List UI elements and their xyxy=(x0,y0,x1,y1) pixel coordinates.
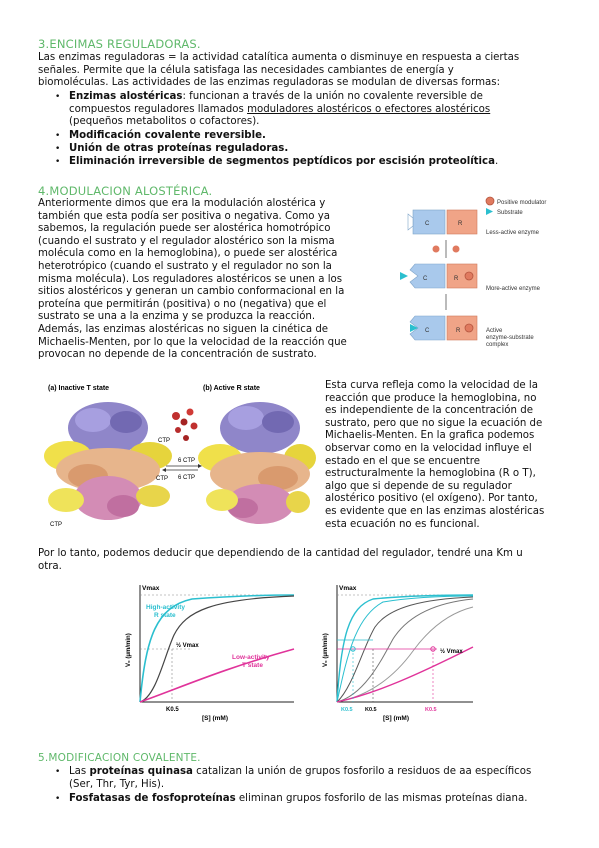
bound-modulator-icon xyxy=(465,324,473,332)
r-label: R xyxy=(454,276,459,282)
text-line: esta ecuación no es funcional. xyxy=(325,518,480,530)
text-line: Por lo tanto, podemos deducir que dependiendo de la cantidad del regulador, tendré una Km u xyxy=(38,548,523,559)
text-line: provocan no depende de la concentración de sustrato. xyxy=(38,349,317,361)
c-label: C xyxy=(425,221,430,227)
k05-label: K0.5 xyxy=(425,707,437,713)
bullet-icon: • xyxy=(55,794,61,804)
text-line: alostérico positivo (el oxígeno). Por tanto, xyxy=(325,493,538,505)
text-line: observar como en la velocidad influye el xyxy=(325,442,532,454)
enzyme-modulation-diagram xyxy=(398,192,568,352)
half-vmax-label: ½ Vmax xyxy=(440,649,463,655)
graph-multiple-k05 xyxy=(313,577,478,733)
underlined-term: moduladores alostéricos o efectores alostéricos xyxy=(247,103,491,115)
inactive-t-state-label: (a) Inactive T state xyxy=(48,385,110,392)
c-label: C xyxy=(425,328,430,334)
bullet-icon: • xyxy=(55,131,61,141)
r-state-label: R state xyxy=(154,612,176,619)
enzyme-c-subunit xyxy=(410,264,445,288)
r-state-protein xyxy=(198,402,316,524)
bullet-allosteric xyxy=(55,91,565,129)
text: compuestos reguladores llamados xyxy=(69,103,248,115)
bullet-icon: • xyxy=(55,92,61,102)
text: : funcionan a través de la unión no covalente reversible de xyxy=(182,91,483,102)
bullet-proteolytic xyxy=(55,156,565,169)
text-line: también que esta podía ser positiva o negativa. Como ya xyxy=(38,210,331,222)
ctp-label: CTP xyxy=(50,522,62,528)
bullet-kinases xyxy=(55,766,565,792)
bullet-icon: • xyxy=(55,144,61,154)
text-line: Michaelis-Menten. En la grafica podemos xyxy=(325,430,535,442)
text-line: reacción que produce la hemoglobina, no xyxy=(325,392,537,404)
substrate-icon xyxy=(400,272,408,280)
t-state-label: T state xyxy=(242,662,263,669)
vmax-label: Vmax xyxy=(339,585,357,592)
section-5-title: 5.MODIFICACION COVALENTE. xyxy=(38,752,201,764)
bound-modulator-icon xyxy=(465,272,473,280)
text: eliminan grupos fosforilo de las mismas proteínas diana. xyxy=(235,793,528,804)
more-active-label: More-active enzyme xyxy=(486,286,541,292)
section-3-title: 3.ENCIMAS REGULADORAS. xyxy=(38,37,201,51)
text: catalizan la unión de grupos fosforilo a residuos de aa específicos xyxy=(192,766,532,777)
active-label: enzyme-substrate xyxy=(486,335,534,341)
ctp-molecules-icon xyxy=(172,409,198,442)
bold-term: Unión de otras proteínas reguladoras. xyxy=(69,143,289,154)
six-ctp-label: 6 CTP xyxy=(178,475,196,481)
bullet-icon: • xyxy=(55,157,61,167)
text-line: proteína que permitirán (positiva) o no (negativa) que el xyxy=(38,298,327,310)
legend-substrate: Substrate xyxy=(497,210,523,216)
text: Las xyxy=(69,766,90,777)
c-label: C xyxy=(423,276,428,282)
text-line: otra. xyxy=(38,560,62,572)
active-r-state-label: (b) Active R state xyxy=(203,385,260,392)
low-activity-label: Low-activity xyxy=(232,654,270,661)
y-axis-label: V₀ (μm/min) xyxy=(323,633,329,667)
active-site-notch xyxy=(408,214,413,230)
text-line: Anteriormente dimos que era la modulación alostérica y xyxy=(38,198,326,209)
r-label: R xyxy=(456,328,461,334)
text-line: (cuando el sustrato y el regulador alostérico son la misma xyxy=(38,235,335,247)
text-line: estado en el que se encuentre xyxy=(325,455,481,467)
t-state-protein xyxy=(44,402,172,520)
text: (pequeños metabolitos o cofactores). xyxy=(69,116,260,128)
bullet-phosphatases xyxy=(55,793,565,806)
modulator-icon xyxy=(433,246,440,253)
y-axis-label: V₀ (μm/min) xyxy=(126,633,132,667)
text-line: sustrato, pero que no sigue la ecuación de xyxy=(325,417,543,429)
text-line: es evidente que en las enzimas alostéricas xyxy=(325,505,545,517)
section-3-paragraph xyxy=(38,52,563,90)
text-line: Además, las enzimas alostéricas no siguen la cinética de xyxy=(38,323,329,335)
substrate-icon xyxy=(486,208,493,215)
x-axis-label: [S] (mM) xyxy=(383,715,409,722)
text-line: señales. Permite que la célula satisfaga las necesidades cambiantes de energía y xyxy=(38,64,454,76)
legend-modulator: Positive modulator xyxy=(497,200,547,206)
text-line: heterotrópico (cuando el sustrato y el regulador no son la xyxy=(38,260,332,272)
text-line: sitios alostéricos y generan un cambio conformacional en la xyxy=(38,286,345,298)
modulator-icon xyxy=(453,246,460,253)
positive-modulator-icon xyxy=(486,197,494,205)
active-label: complex xyxy=(486,342,509,348)
section-4-paragraph xyxy=(38,198,393,362)
less-active-label: Less-active enzyme xyxy=(486,230,540,236)
text-line: estructuralmente la hemoglobina (R o T), xyxy=(325,468,536,480)
k05-label: K0.5 xyxy=(365,707,377,713)
text-line: sabemos, la regulación puede ser alostérica homotrópico xyxy=(38,223,331,235)
bold-term: Modificación covalente reversible. xyxy=(69,130,266,141)
bold-term: Eliminación irreversible de segmentos peptídicos por escisión proteolítica xyxy=(69,156,495,167)
aspartate-transcarbamoylase-figure xyxy=(38,378,318,538)
k05-label: K0.5 xyxy=(166,707,179,713)
conclusion-paragraph xyxy=(38,548,563,573)
k05-label: K0.5 xyxy=(341,707,353,713)
bullet-covalent xyxy=(55,130,565,143)
vmax-label: Vmax xyxy=(142,585,160,592)
graph-r-t-states xyxy=(112,577,300,733)
six-ctp-label: 6 CTP xyxy=(178,458,196,464)
x-axis-label: [S] (mM) xyxy=(202,715,228,722)
text-line: biomoléculas. Las actividades de las enzimas reguladoras se modulan de diversas formas: xyxy=(38,77,501,89)
text-line: Esta curva refleja como la velocidad de la xyxy=(325,380,538,391)
ctp-label: CTP xyxy=(156,476,168,482)
text-line: sustrato se una a la enzima y se produzca la reacción. xyxy=(38,311,316,323)
text: (Ser, Thr, Tyr, His). xyxy=(69,778,165,790)
ctp-label: CTP xyxy=(158,438,170,444)
bold-term: proteínas quinasa xyxy=(89,766,193,777)
curve-explanation-paragraph xyxy=(325,380,565,531)
bullet-proteins xyxy=(55,143,565,156)
text-line: es independiente de la concentración de xyxy=(325,405,533,417)
arrow-head xyxy=(162,468,166,472)
bold-term: Enzimas alostéricas xyxy=(69,91,183,102)
text-line: Las enzimas reguladoras = la actividad catalítica aumenta o disminuye en respuesta a ciertas xyxy=(38,52,520,63)
bold-term: Fosfatasas de fosfoproteínas xyxy=(69,793,236,804)
text-line: misma molécula). Los reguladores alostéricos se unen a los xyxy=(38,273,343,285)
text: . xyxy=(494,156,499,167)
r-label: R xyxy=(458,221,463,227)
active-label: Active xyxy=(486,328,503,334)
half-vmax-label: ½ Vmax xyxy=(176,643,199,649)
bullet-icon: • xyxy=(55,767,61,777)
text-line: algo que si depende de su regulador xyxy=(325,480,512,492)
section-4-title: 4.MODULACION ALOSTÉRICA. xyxy=(38,184,213,198)
high-activity-label: High-activity xyxy=(146,604,186,611)
text-line: molécula como en la hemoglobina), o puede ser alostérica xyxy=(38,248,338,260)
text-line: Michaelis-Menten, por lo que la velocidad de la reacción que xyxy=(38,336,347,348)
